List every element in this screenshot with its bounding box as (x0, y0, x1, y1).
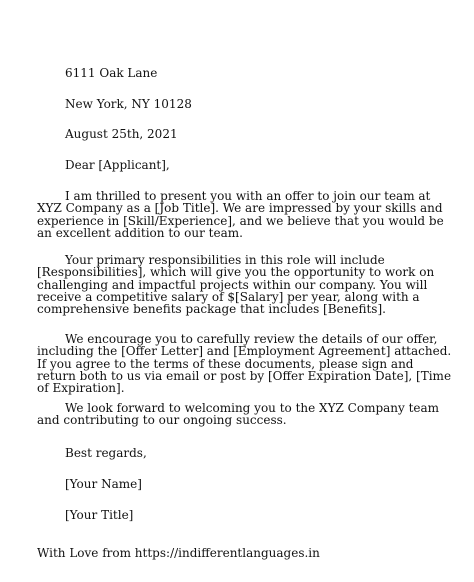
closing: Best regards, (65, 446, 147, 460)
letter-date: August 25th, 2021 (65, 127, 178, 141)
paragraph-responsibilities: Your primary responsibilities in this role will include [Responsibilities], which will give you the opportunity to work on challenging and impactful projects within our company. You will receive a competitive salary of $[Salary] per year, along with a comprehensive benefits package that includes [Benefits]. (37, 253, 435, 317)
address-line-1: 6111 Oak Lane (65, 66, 158, 80)
paragraph-offer: I am thrilled to present you with an offer to join our team at XYZ Company as a [Job Title]. We are impressed by your skills and experience in [Skill/Experience], and we believe that you would be an excellent addition to our team. (37, 189, 444, 240)
signer-title: [Your Title] (65, 508, 134, 522)
footer-credit: With Love from https://indifferentlanguages.in (37, 546, 320, 560)
paragraph-welcome: We look forward to welcoming you to the XYZ Company team and contributing to our ongoing success. (37, 401, 440, 428)
address-line-2: New York, NY 10128 (65, 97, 192, 111)
paragraph-review: We encourage you to carefully review the details of our offer, including the [Offer Letter] and [Employment Agreement] attached. If you agree to the terms of these documents, please sign and return both to us via email or post by [Offer Expiration Date], [Time of Expiration]. (37, 332, 452, 396)
signer-name: [Your Name] (65, 477, 142, 491)
salutation: Dear [Applicant], (65, 158, 170, 172)
